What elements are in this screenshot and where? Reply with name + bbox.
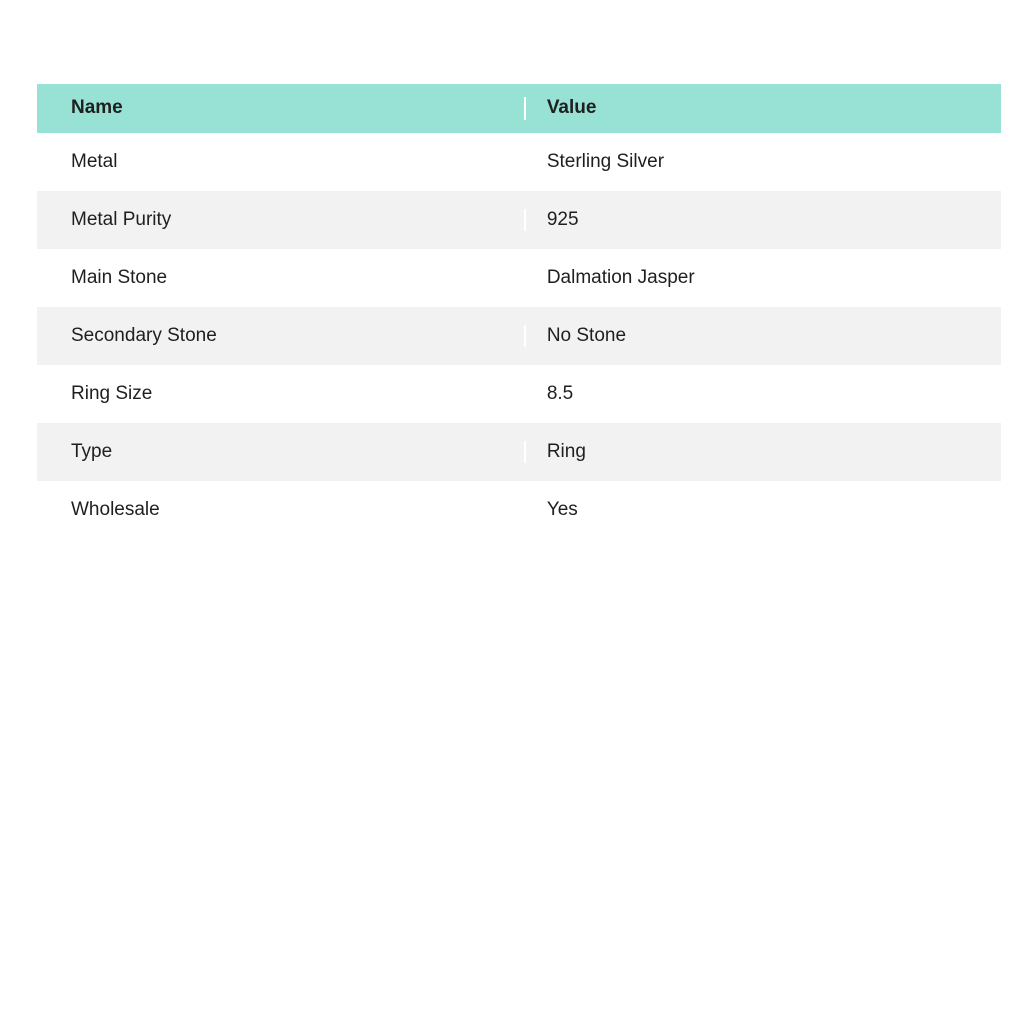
table-header-row (37, 84, 1001, 133)
table-row (37, 307, 1001, 365)
attribute-value: Yes (524, 499, 1001, 522)
attribute-name: Secondary Stone (71, 324, 217, 346)
attribute-name: Type (71, 440, 113, 462)
product-attributes-table (37, 84, 1001, 539)
table-row (37, 191, 1001, 249)
attribute-value: 8.5 (524, 383, 1001, 406)
table-row (37, 365, 1001, 423)
column-header-value: Value (524, 97, 1001, 120)
attribute-name: Main Stone (71, 266, 168, 288)
table-row (37, 481, 1001, 539)
attribute-value: Sterling Silver (524, 151, 1001, 174)
column-header-name: Name (71, 97, 123, 119)
attribute-name: Metal Purity (71, 208, 172, 230)
attribute-value: No Stone (524, 325, 1001, 348)
attribute-name: Wholesale (71, 498, 160, 520)
attribute-value: 925 (524, 209, 1001, 232)
attribute-name: Metal (71, 150, 118, 172)
attribute-value: Ring (524, 441, 1001, 464)
table-row (37, 133, 1001, 191)
table-row (37, 423, 1001, 481)
attribute-name: Ring Size (71, 382, 153, 404)
attribute-value: Dalmation Jasper (524, 267, 1001, 290)
table-row (37, 249, 1001, 307)
